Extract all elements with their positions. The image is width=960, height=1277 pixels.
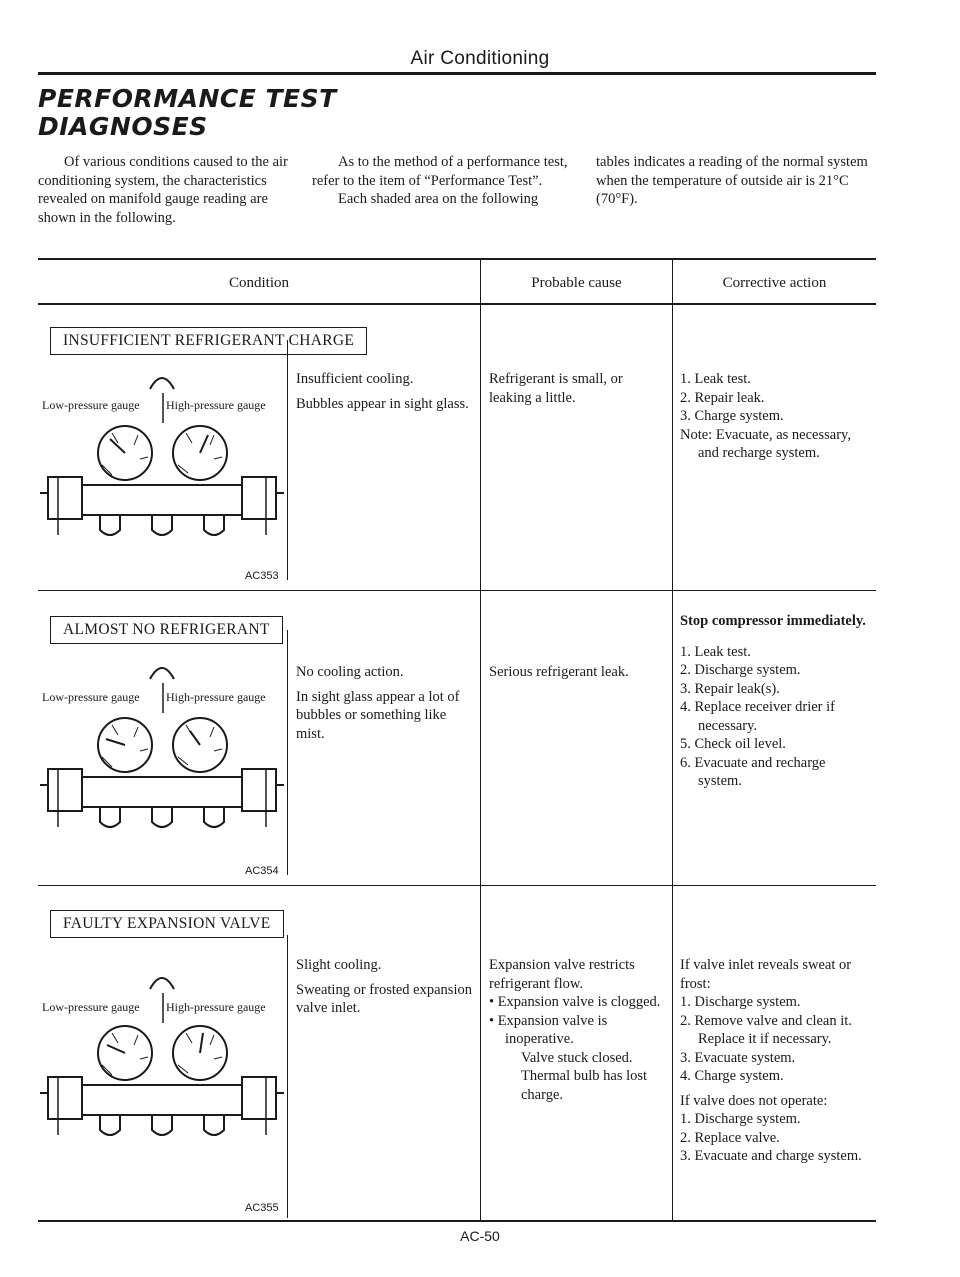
high-pressure-label: High-pressure gauge <box>166 398 266 412</box>
table-header-rule <box>38 303 876 305</box>
low-pressure-label: Low-pressure gauge <box>42 398 140 412</box>
symptoms-row-2: No cooling action. In sight glass appear a lot of bubbles or something like mist. <box>296 664 460 742</box>
action-row-3: If valve inlet reveals sweat or frost: 1. Discharge system. 2. Remove valve and clean it. Replace it if necessary. 3. Evacuate system. 4. Charge system. If valve does not operate: 1. Discharge system. 2. Replace valve. 3. Evacuate and charge system. <box>680 957 862 1164</box>
high-pressure-label: High-pressure gauge <box>166 1000 266 1014</box>
section-title: PERFORMANCE TEST DIAGNOSES <box>38 84 337 141</box>
header-condition: Condition <box>228 275 289 291</box>
figure-divider-3 <box>287 935 288 1218</box>
header-probable-cause: Probable cause <box>531 275 622 291</box>
manifold-gauge-figure-icon <box>40 965 285 1165</box>
table-bottom-rule <box>38 1220 876 1222</box>
condition-label-almost-no-refrigerant: ALMOST NO REFRIGERANT <box>50 616 283 644</box>
action-row-2: Stop compressor immediately. 1. Leak test. 2. Discharge system. 3. Repair leak(s). 4. Replace receiver drier if necessary. 5. Check oil level. 6. Evacuate and recharge system. <box>680 613 866 789</box>
high-pressure-label: High-pressure gauge <box>166 690 266 704</box>
col-divider-2 <box>672 259 673 1220</box>
symptoms-row-3: Slight cooling. Sweating or frosted expansion valve inlet. <box>296 957 472 1016</box>
list-item: • Expansion valve is inoperative. <box>489 1012 608 1047</box>
condition-label-faulty-expansion-valve: FAULTY EXPANSION VALVE <box>50 910 284 938</box>
list-item: • Expansion valve is clogged. <box>489 994 661 1010</box>
row-divider-2 <box>38 885 876 886</box>
figure-code: AC355 <box>245 1202 279 1214</box>
intro-column-2: As to the method of a performance test, refer to the item of “Performance Test”. Each shaded area on the following <box>312 154 568 207</box>
col-divider-1 <box>480 259 481 1220</box>
low-pressure-label: Low-pressure gauge <box>42 1000 140 1014</box>
intro-column-1: Of various conditions caused to the air conditioning system, the characteristics revealed on manifold gauge reading are shown in the following. <box>38 154 288 226</box>
symptoms-row-1: Insufficient cooling. Bubbles appear in sight glass. <box>296 371 469 412</box>
condition-label-insufficient-charge: INSUFFICIENT REFRIGERANT CHARGE <box>50 327 367 355</box>
figure-divider-2 <box>287 630 288 875</box>
manifold-gauge-figure-icon <box>40 365 285 565</box>
row-divider-1 <box>38 590 876 591</box>
page-number: AC-50 <box>460 1228 500 1244</box>
cause-row-2: Serious refrigerant leak. <box>489 664 629 680</box>
figure-code: AC354 <box>245 865 279 877</box>
intro-column-3: tables indicates a reading of the normal system when the temperature of outside air is 21°C (70°F). <box>596 154 868 207</box>
figure-divider-1 <box>287 340 288 580</box>
action-row-1: 1. Leak test. 2. Repair leak. 3. Charge system. Note: Evacuate, as necessary, and recharge system. <box>680 371 851 461</box>
running-header: Air Conditioning <box>410 48 550 69</box>
table-top-rule <box>38 258 876 260</box>
header-rule <box>38 72 876 75</box>
manifold-gauge-figure-icon <box>40 655 285 855</box>
low-pressure-label: Low-pressure gauge <box>42 690 140 704</box>
cause-row-1: Refrigerant is small, or leaking a little. <box>489 371 623 406</box>
cause-row-3: Expansion valve restricts refrigerant flow. • Expansion valve is clogged. • Expansion valve is inoperative. Valve stuck closed. Thermal bulb has lost charge. <box>489 956 665 1104</box>
header-corrective-action: Corrective action <box>722 275 827 291</box>
figure-code: AC353 <box>245 570 279 582</box>
